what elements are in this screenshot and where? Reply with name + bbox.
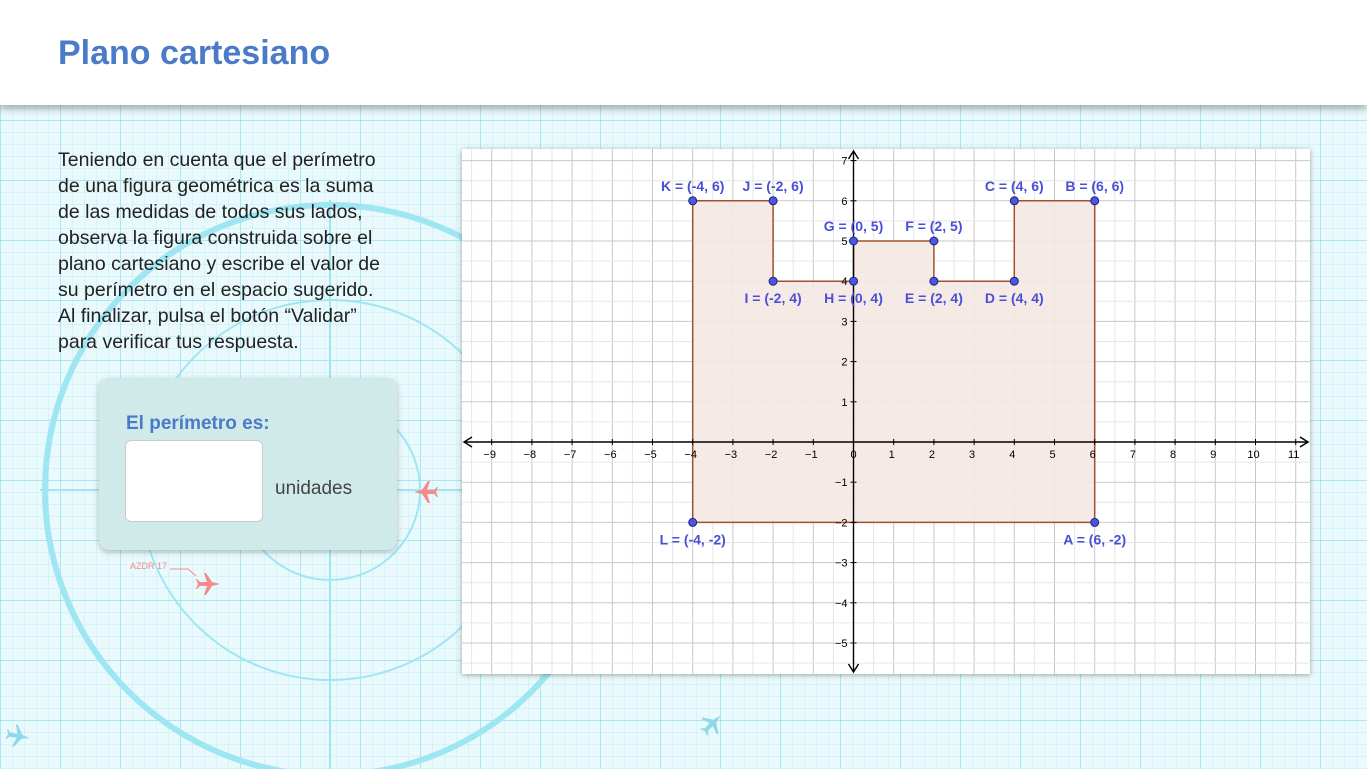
point-a[interactable] <box>1091 518 1099 526</box>
point-label-a: A = (6, -2) <box>1063 531 1127 548</box>
point-label-e: E = (2, 4) <box>904 290 963 307</box>
x-tick-label: 9 <box>1210 449 1217 461</box>
x-tick-label: 3 <box>969 449 976 461</box>
instructions-line: de una figura geométrica es la suma <box>58 175 374 197</box>
point-label-k: K = (-4, 6) <box>660 177 725 194</box>
point-c[interactable] <box>1010 197 1018 205</box>
y-tick-label: 2 <box>841 356 848 369</box>
cartesian-plane-svg[interactable] <box>462 149 1310 674</box>
point-label-c: C = (4, 6) <box>984 177 1044 194</box>
y-tick-label: −4 <box>834 597 848 610</box>
x-tick-label: −8 <box>523 449 537 461</box>
y-tick-label: 5 <box>841 236 848 248</box>
page-title: Plano cartesiano <box>58 34 331 72</box>
point-label-h: H = (0, 4) <box>824 290 883 307</box>
instructions-line: plano cartesiano y escribe el valor de <box>58 253 380 275</box>
point-label-f: F = (2, 5) <box>905 218 963 234</box>
x-tick-label: −7 <box>563 449 577 461</box>
x-tick-label: −9 <box>483 449 496 461</box>
x-tick-label: −6 <box>604 449 617 461</box>
point-g[interactable] <box>850 237 858 245</box>
point-label-i: I = (-2, 4) <box>744 290 802 307</box>
y-tick-label: 6 <box>841 195 848 208</box>
y-tick-label: −3 <box>834 557 848 570</box>
plane-icon <box>696 708 729 741</box>
perimeter-input[interactable] <box>125 440 263 522</box>
y-tick-label: 3 <box>841 316 848 329</box>
instructions-line: observa la figura construida sobre el <box>58 227 373 249</box>
point-j[interactable] <box>769 197 777 205</box>
y-tick-label: 7 <box>841 155 848 168</box>
instructions-line: su perímetro en el espacio sugerido. <box>58 279 374 301</box>
header <box>0 0 1367 105</box>
point-l[interactable] <box>689 518 697 526</box>
point-label-j: J = (-2, 6) <box>742 177 804 194</box>
plane-icon <box>196 573 220 595</box>
x-tick-label: 7 <box>1129 449 1136 461</box>
x-tick-label: 11 <box>1287 449 1300 461</box>
x-tick-label: 2 <box>928 449 935 461</box>
point-label-d: D = (4, 4) <box>984 290 1044 307</box>
perimeter-figure <box>693 201 1095 523</box>
x-tick-label: 0 <box>850 449 857 461</box>
point-d[interactable] <box>1010 277 1018 285</box>
point-b[interactable] <box>1091 197 1099 205</box>
plane-icon <box>414 481 438 503</box>
answer-card <box>99 378 397 550</box>
instructions-line: para verificar tus respuesta. <box>58 331 299 353</box>
point-e[interactable] <box>930 277 938 285</box>
y-tick-label: −5 <box>834 638 848 650</box>
radar-label: AZDR 17 <box>130 561 168 571</box>
instructions-text <box>58 147 450 355</box>
radar-label-leader <box>170 569 196 576</box>
x-tick-label: 5 <box>1049 449 1056 461</box>
point-label-l: L = (-4, -2) <box>659 531 726 548</box>
perimeter-label: El perímetro es: <box>126 413 270 434</box>
point-f[interactable] <box>930 237 938 245</box>
point-i[interactable] <box>769 277 777 285</box>
instructions-line: Al finalizar, pulsa el botón “Validar” <box>58 305 357 327</box>
y-tick-label: 1 <box>841 396 848 409</box>
x-tick-label: 6 <box>1089 449 1096 461</box>
point-label-g: G = (0, 5) <box>823 218 884 234</box>
x-tick-label: −5 <box>644 449 657 461</box>
x-tick-label: 4 <box>1009 449 1016 461</box>
x-tick-label: 1 <box>888 449 895 461</box>
x-tick-label: −4 <box>684 449 697 461</box>
x-tick-label: −3 <box>724 449 738 461</box>
point-k[interactable] <box>689 197 697 205</box>
x-tick-label: −1 <box>805 449 818 461</box>
cartesian-plane[interactable] <box>462 149 1310 674</box>
y-tick-label: 4 <box>841 276 848 289</box>
x-tick-label: 8 <box>1170 449 1177 461</box>
instructions-line: Teniendo en cuenta que el perímetro <box>58 149 376 171</box>
x-tick-label: 10 <box>1247 449 1260 461</box>
y-tick-label: −1 <box>834 477 848 490</box>
point-h[interactable] <box>850 277 858 285</box>
point-label-b: B = (6, 6) <box>1065 177 1125 194</box>
units-label: unidades <box>275 478 353 499</box>
x-tick-label: −2 <box>764 449 778 461</box>
y-tick-label: −2 <box>834 517 848 530</box>
plane-icon <box>4 723 31 749</box>
instructions-line: de las medidas de todos sus lados, <box>58 201 363 223</box>
